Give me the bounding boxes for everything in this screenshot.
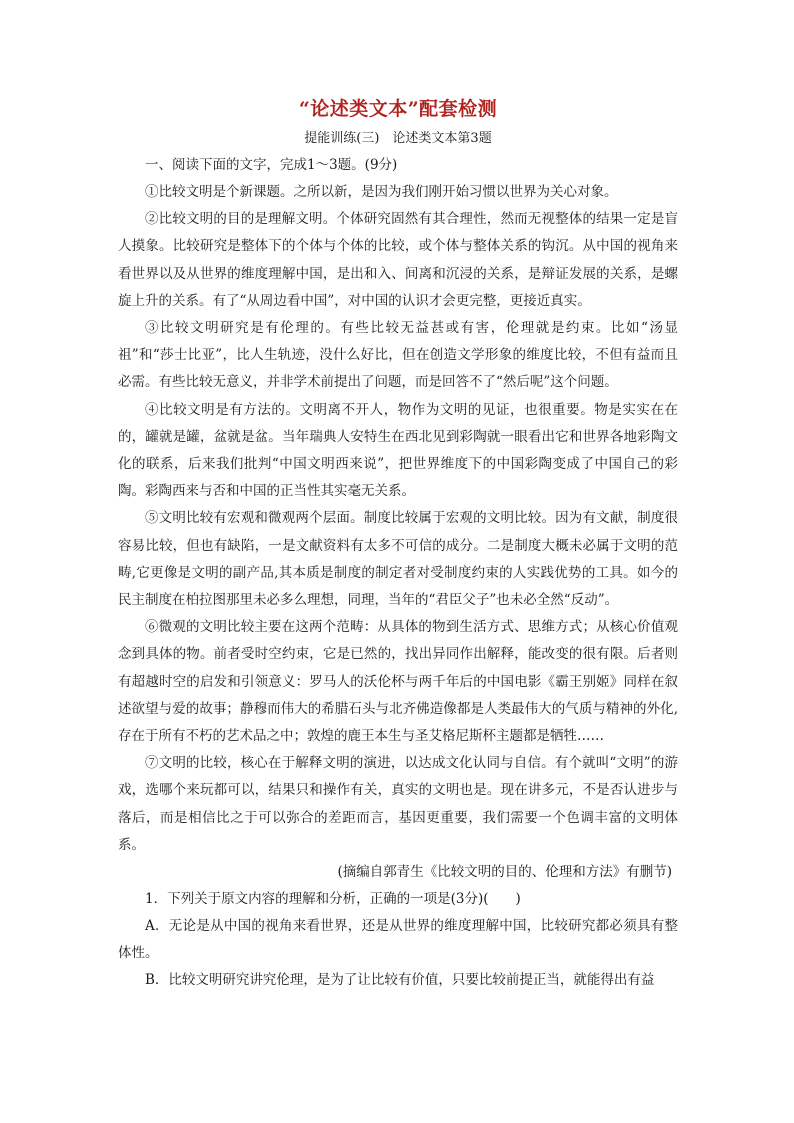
document-page <box>118 96 678 995</box>
reading-instruction: 一、阅读下面的文字，完成1～3题。(9分) <box>145 157 398 173</box>
paragraph-2: ②比较文明的目的是理解文明。个体研究固然有其合理性，然而无视整体的结果一定是盲人摸象。比较研究是整体下的个体与个体的比较，或个体与整体关系的钩沉。从中国的视角来看世界以及从世界的维度理解中国，是出和入、间离和沉浸的关系，是辩证发展的关系，是螺旋上升的关系。有了“从周边看中国”，对中国的认识才会更完整，更接近真实。 <box>118 211 678 309</box>
question-1-option-b: B．比较文明研究讲究伦理，是为了让比较有价值，只要比较前提正当，就能得出有益 <box>145 972 655 989</box>
paragraph-5: ⑤文明比较有宏观和微观两个层面。制度比较属于宏观的文明比较。因为有文献，制度很容易比较，但也有缺陷，一是文献资料有太多不可信的成分。二是制度大概未必属于文明的范畴,它更像是文明的副产品,其本质是制度的制定者对受制度约束的人实践优势的工具。如今的民主制度在柏拉图那里未必多么理想，同理，当年的“君臣父子”也未必全然“反动”。 <box>118 510 678 609</box>
document-title: “论述类文本”配套检测 <box>298 98 498 120</box>
paragraph-6: ⑥微观的文明比较主要在这两个范畴：从具体的物到生活方式、思维方式；从核心价值观念到具体的物。前者受时空约束，它是已然的，找出异同作出解释，能改变的很有限。后者则有超越时空的启发和引领意义：罗马人的沃伦杯与两千年后的中国电影《霸王别姬》同样在叙述欲望与爱的故事；静穆而伟大的希腊石头与北齐佛造像都是人类最伟大的气质与精神的外化,存在于所有不朽的艺术品之中；敦煌的鹿王本生与圣艾格尼斯杯主题都是牺牲…… <box>118 619 678 745</box>
paragraph-4: ④比较文明是有方法的。文明离不开人，物作为文明的见证，也很重要。物是实实在在的，罐就是罐，盆就是盆。当年瑞典人安特生在西北见到彩陶就一眼看出它和世界各地彩陶文化的联系，后来我们批判“中国文明西来说”，把世界维度下的中国彩陶变成了中国自己的彩陶。彩陶西来与否和中国的正当性其实毫无关系。 <box>118 401 678 500</box>
paragraph-1: ①比较文明是个新课题。之所以新，是因为我们刚开始习惯以世界为关心对象。 <box>145 184 618 200</box>
source-citation: (摘编自郭青生《比较文明的目的、伦理和方法》有删节) <box>337 864 672 881</box>
paragraph-3: ③比较文明研究是有伦理的。有些比较无益甚或有害，伦理就是约束。比如“汤显祖”和“莎士比亚”，比人生轨迹，没什么好比，但在创造文学形象的维度比较，不但有益而且必需。有些比较无意义，并非学术前提出了问题，而是回答不了“然后呢”这个问题。 <box>118 320 678 391</box>
question-1-stem: 1．下列关于原文内容的理解和分析，正确的一项是(3分)( ) <box>145 891 521 908</box>
question-1-option-a: A．无论是从中国的视角来看世界，还是从世界的维度理解中国，比较研究都必须具有整体性。 <box>118 918 678 962</box>
document-subtitle: 提能训练(三) 论述类文本第3题 <box>304 131 492 146</box>
paragraph-7: ⑦文明的比较，核心在于解释文明的演进，以达成文化认同与自信。有个就叫“文明”的游戏，选哪个来玩都可以，结果只和操作有关，真实的文明也是。现在讲多元，不是否认进步与落后，而是相信比之于可以弥合的差距而言，基因更重要，我们需要一个色调丰富的文明体系。 <box>118 755 678 853</box>
